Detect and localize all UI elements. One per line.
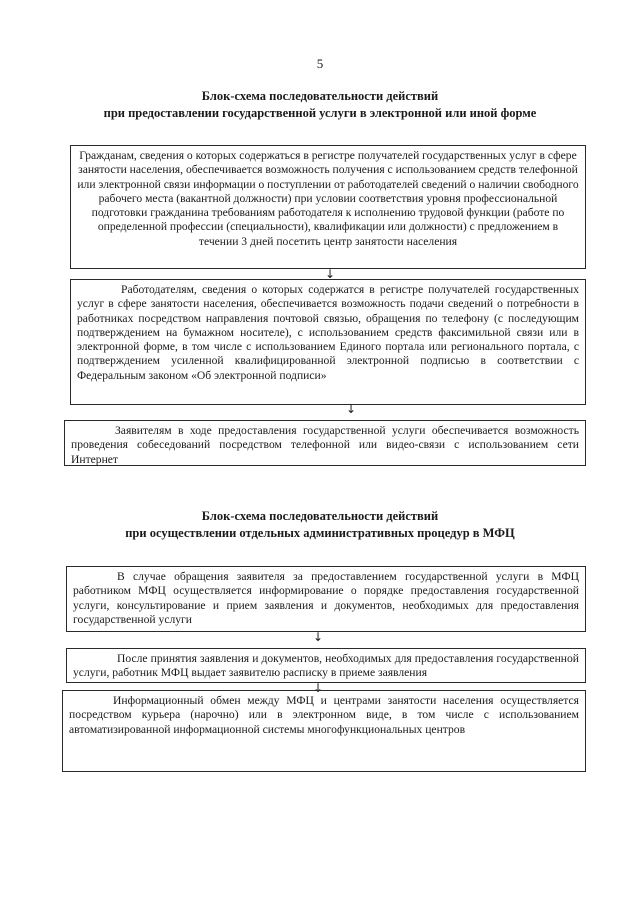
page-number: 5 [316,56,324,71]
s1-arrow-down-icon-2: ↓ [346,402,357,416]
section1-title-line1: Блок-схема последовательности действий [201,89,439,103]
section2-title-line1: Блок-схема последовательности действий [201,509,439,523]
section1-title-line2: при предоставлении государственной услуги в электронной или иной форме [103,106,537,120]
s2-flow-box-2: После принятия заявления и документов, необходимых для предоставления государственной услуги, работник МФЦ выдает заявителю расписку в приеме заявления [66,648,586,683]
s2-arrow-down-icon-2: ↓ [313,681,324,695]
section2-title-line2: при осуществлении отдельных административных процедур в МФЦ [125,526,515,540]
s1-arrow-down-icon-1: ↓ [325,267,336,281]
s2-flow-box-3: Информационный обмен между МФЦ и центрами занятости населения осуществляется посредством курьера (нарочно) или в электронном виде, в том числе с использованием автоматизированной информационной системы многофункциональных центров [62,690,586,772]
s2-flow-box-1: В случае обращения заявителя за предоставлением государственной услуги в МФЦ работником МФЦ осуществляется информирование о порядке предоставления государственной услуги, консультирование и прием заявления и документов, необходимых для предоставления государственной услуги [66,566,586,632]
s2-arrow-down-icon-1: ↓ [313,630,324,644]
s1-flow-box-2: Работодателям, сведения о которых содержатся в регистре получателей государственных услуг в сфере занятости населения, обеспечивается возможность подачи сведений о потребности в работниках посредством направления почтовой связью, обращения по телефону (с последующим подтверждением на бумажном носителе), с использованием средств факсимильной связи или в электронной форме, в том числе с использованием Единого портала или регионального портала, с подтверждением усиленной квалифицированной электронной подписью в соответствии с Федеральным законом «Об электронной подписи» [70,279,586,405]
s1-flow-box-3: Заявителям в ходе предоставления государственной услуги обеспечивается возможность проведения собеседований посредством телефонной или видео-связи с использованием сети Интернет [64,420,586,466]
s1-flow-box-1: Гражданам, сведения о которых содержаться в регистре получателей государственных услуг в сфере занятости населения, обеспечивается возможность получения с использованием средств телефонной или электронной связи информации о поступлении от работодателей сведений о наличии свободного рабочего места (вакантной должности) при условии соответствия уровня профессиональной подготовки гражданина требованиям работодателя к исполнению трудовой функции (работе по определенной профессии (специальности), квалификации или должности) с предложением в течении 3 дней посетить центр занятости населения [70,145,586,269]
